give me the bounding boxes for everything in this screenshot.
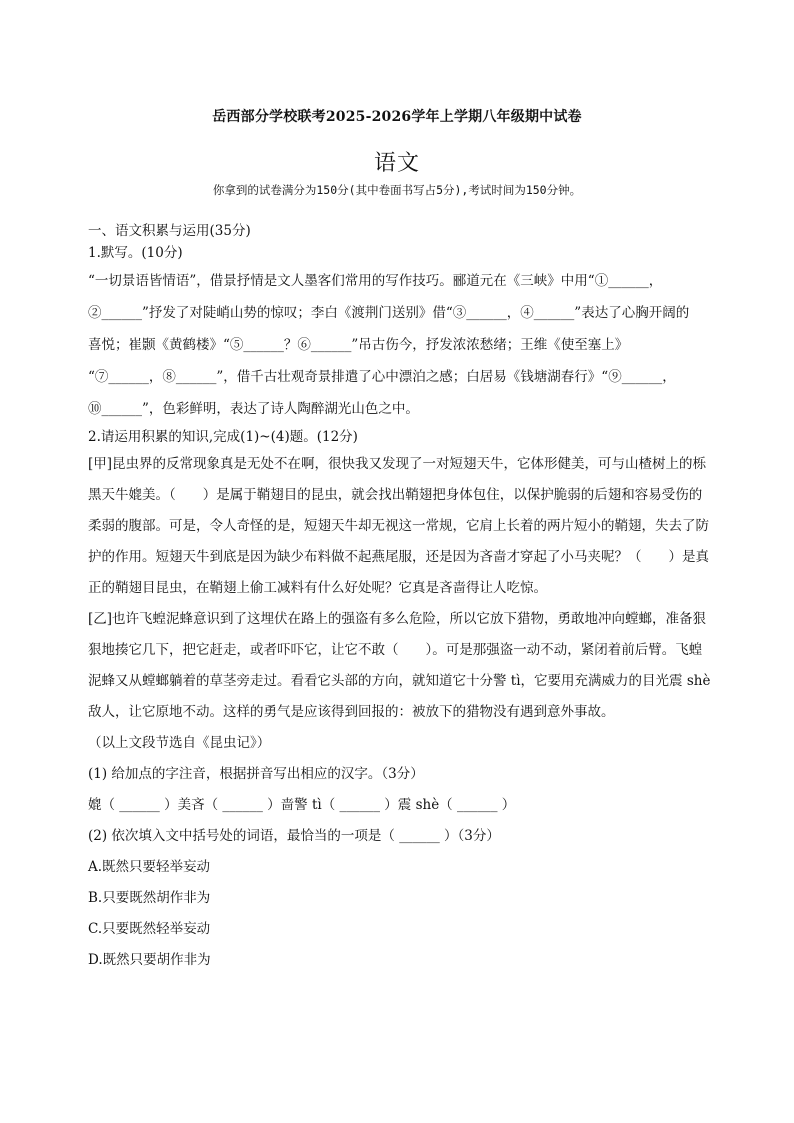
- passage-line: 敌人，让它原地不动。这样的勇气是应该得到回报的：被放下的猎物没有遇到意外事故。: [88, 704, 615, 720]
- question-1-body: [88, 265, 720, 425]
- passage-yi: [88, 604, 720, 728]
- passage-line: 柔弱的腹部。可是，令人奇怪的是，短翅天牛却无视这一常规，它肩上长着的两片短小的鞘翅，失去了防: [88, 518, 709, 534]
- question-1-line: “一切景语皆情语”，借景抒情是文人墨客们常用的写作技巧。郦道元在《三峡》中用“①______，: [88, 273, 663, 289]
- exam-title: 岳西部分学校联考2025-2026学年上学期八年级期中试卷: [212, 109, 582, 125]
- question-1-line: ②______”抒发了对陡峭山势的惊叹；李白《渡荆门送别》借“③______，④______”表达了心胸开阔的: [88, 305, 690, 321]
- question-1-line: ⑩______”，色彩鲜明，表达了诗人陶醉湖光山色之中。: [88, 401, 419, 417]
- passage-jia: [88, 449, 720, 604]
- sub-question-1: (1) 给加点的字注音，根据拼音写出相应的汉字。（3分）: [88, 766, 424, 782]
- passage-line: 护的作用。短翅天牛到底是因为缺少布料做不起燕尾服，还是因为吝啬才穿起了小马夹呢？（ ）是真: [88, 549, 709, 565]
- question-1-title: 1.默写。(10分): [88, 245, 183, 261]
- answer-options: [88, 852, 720, 976]
- passage-source: （以上文段节选自《昆虫记》）: [88, 735, 271, 751]
- question-1-line: “⑦______，⑧______”，借千古壮观奇景排遣了心中漂泊之感；白居易《钱塘湖春行》“⑨______，: [88, 369, 676, 385]
- option-a: A.既然只要轻举妄动: [88, 859, 211, 875]
- exam-content: [88, 221, 720, 976]
- passage-line: [乙]也许飞蝗泥蜂意识到了这埋伏在路上的强盗有多么危险，所以它放下猎物，勇敢地冲向螳螂，准备狠: [88, 611, 707, 627]
- option-d: D.既然只要胡作非为: [88, 952, 211, 968]
- sub-question-2: (2) 依次填入文中括号处的词语，最恰当的一项是（ ______ ）（3分）: [88, 828, 500, 844]
- subject-heading: 语文: [373, 151, 420, 176]
- option-c: C.只要既然轻举妄动: [88, 921, 211, 937]
- passage-line: 泥蜂又从螳螂躺着的草茎旁走过。看看它头部的方向，就知道它十分警 tì，它要用充满威力的目光震 shè: [88, 673, 711, 689]
- option-b: B.只要既然胡作非为: [88, 890, 211, 906]
- passage-line: 黑天牛媲美。（ ）是属于鞘翅目的昆虫，就会找出鞘翅把身体包住，以保护脆弱的后翅和容易受伤的: [88, 487, 703, 503]
- section-heading: 一、语文积累与运用(35分): [88, 223, 251, 239]
- question-2-title: 2.请运用积累的知识,完成(1)~(4)题。(12分): [88, 429, 358, 445]
- sub-question-1-blanks: 媲（ ______ ）美吝（ ______ ）啬警 tì（ ______ ）震 shè（ ______ ）: [88, 797, 516, 813]
- question-1-line: 喜悦；崔颢《黄鹤楼》“⑤______？⑥______”吊古伤今，抒发浓浓愁绪；王维《使至塞上》: [88, 337, 629, 353]
- exam-note: 你拿到的试卷满分为150分(其中卷面书写占5分),考试时间为150分钟。: [212, 183, 582, 197]
- passage-line: 正的鞘翅目昆虫，在鞘翅上偷工减料有什么好处呢？它真是吝啬得让人吃惊。: [88, 580, 547, 596]
- passage-line: 狠地揍它几下，把它赶走，或者吓吓它，让它不敢（ ）。可是那强盗一动不动，紧闭着前后臂。飞蝗: [88, 642, 703, 658]
- passage-line: [甲]昆虫界的反常现象真是无处不在啊，很快我又发现了一对短翅天牛，它体形健美，可与山楂树上的栎: [88, 456, 707, 472]
